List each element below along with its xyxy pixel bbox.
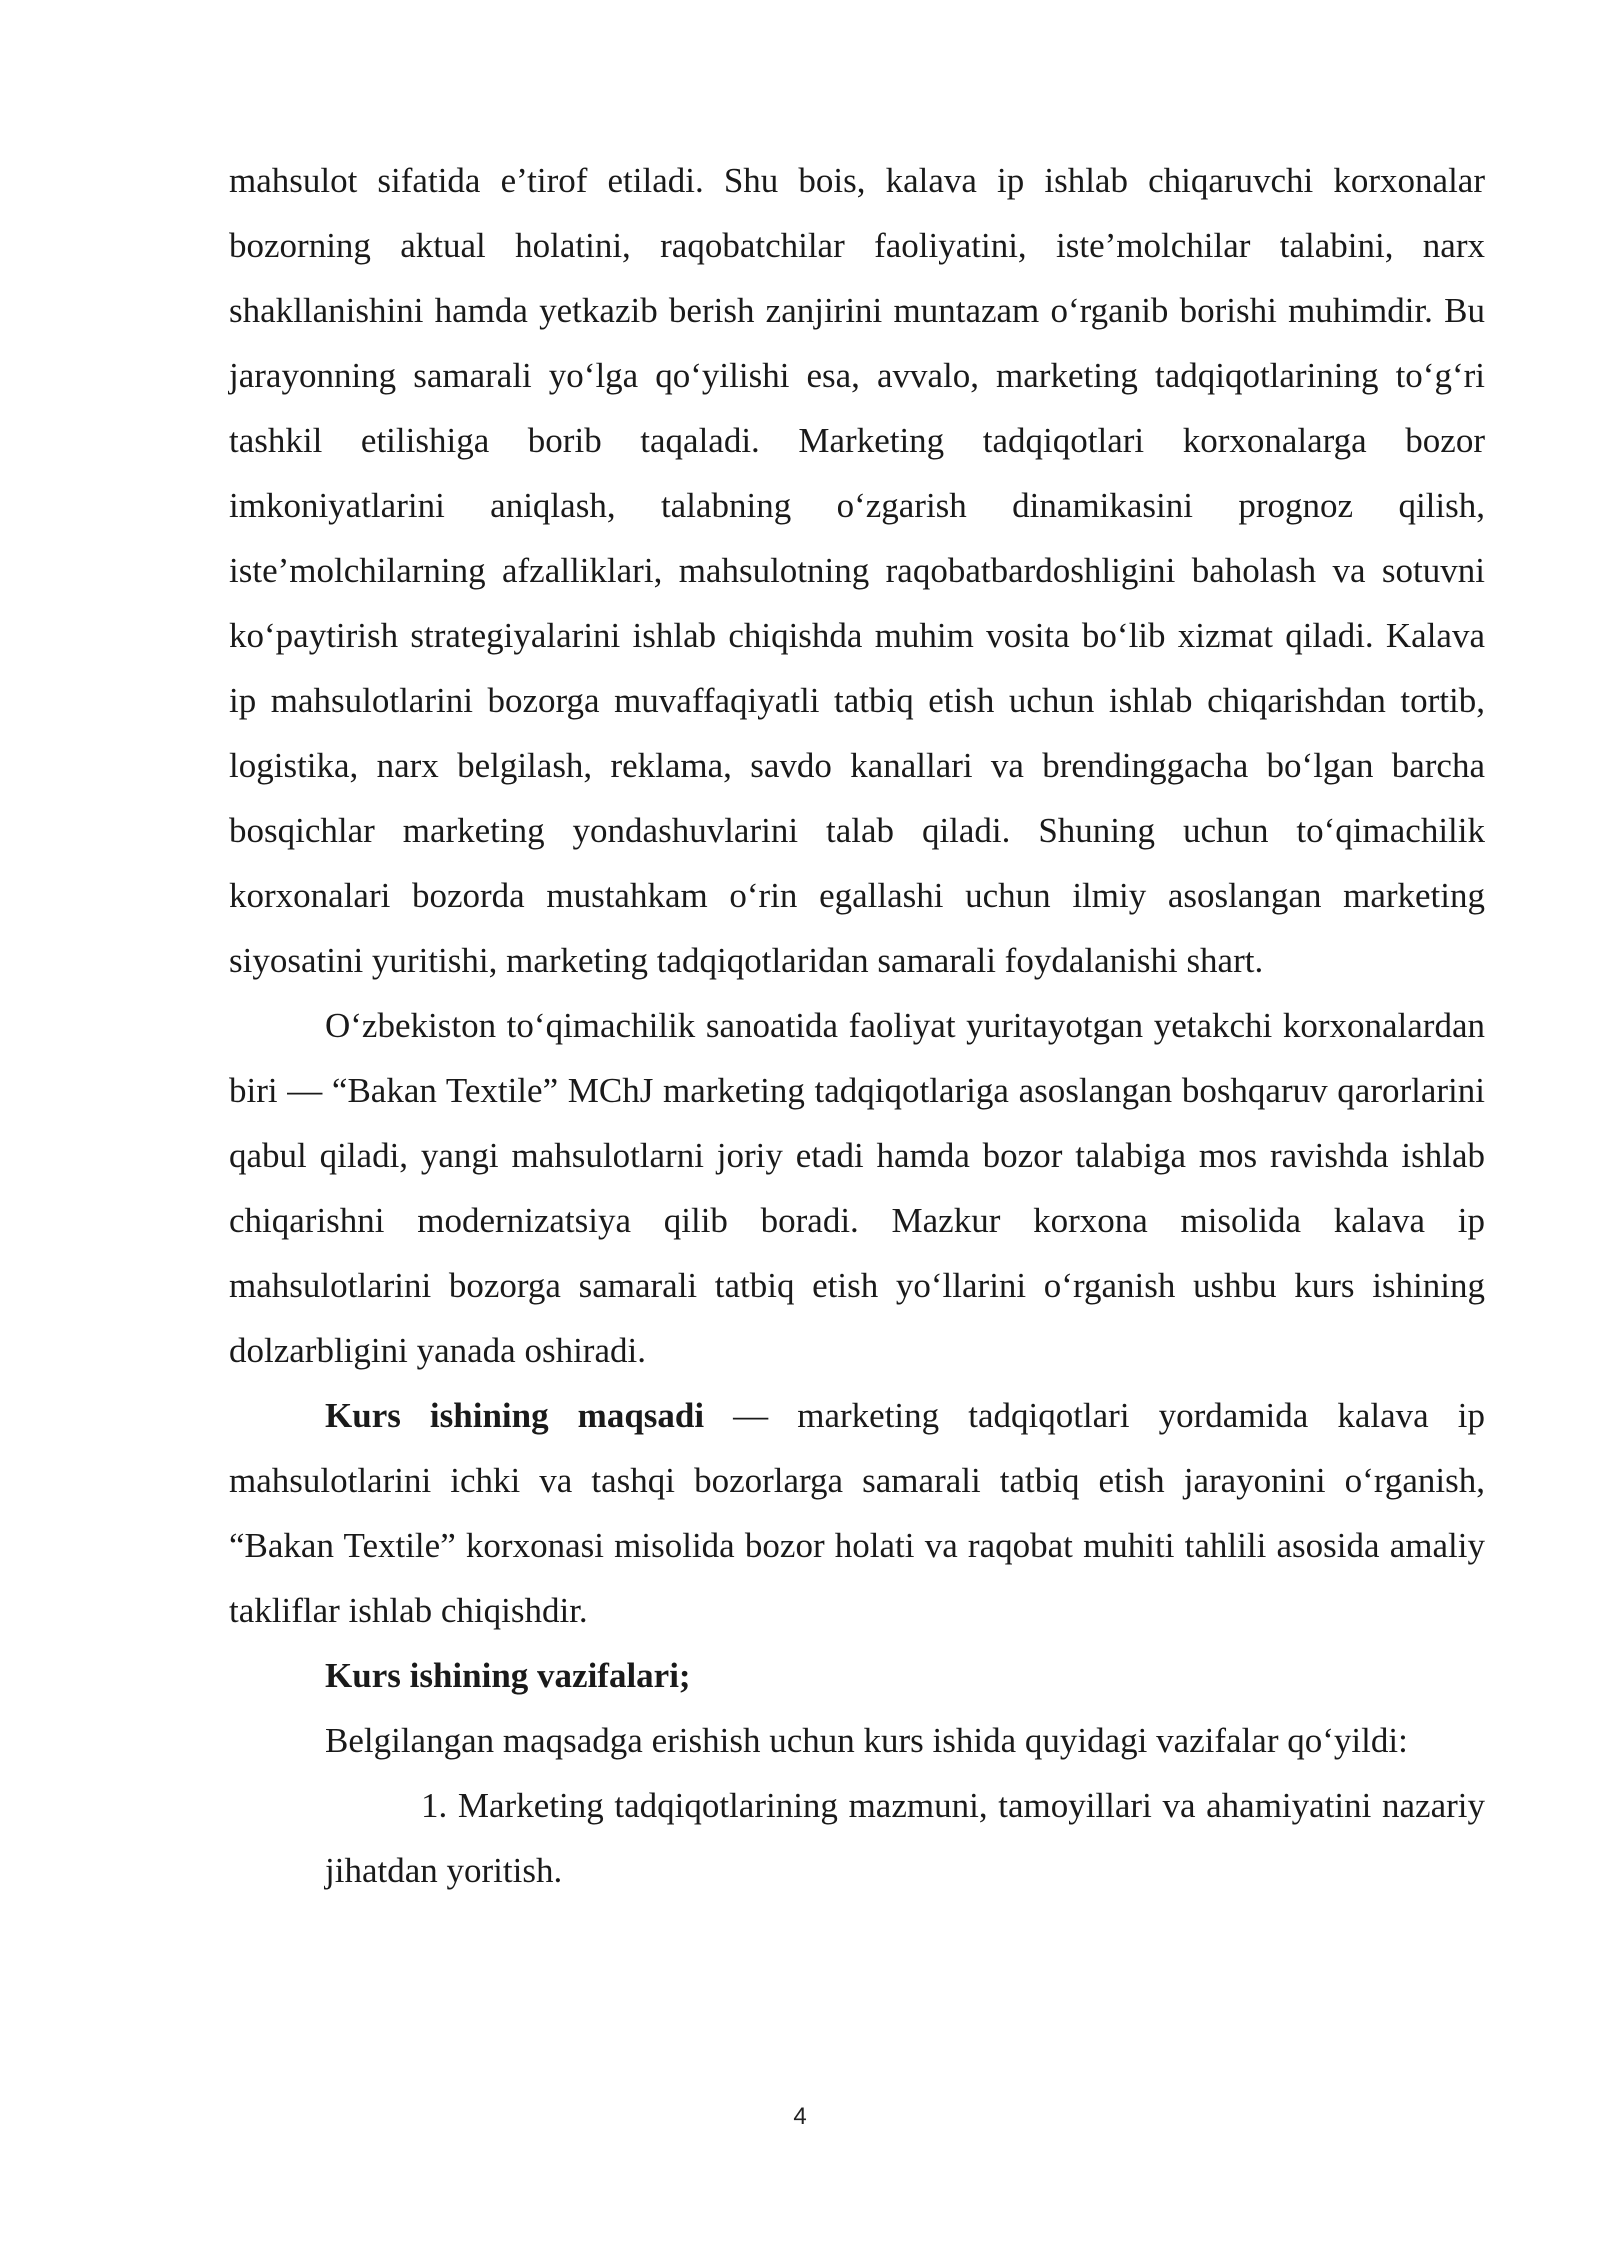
paragraph-tasks-intro: Belgilangan maqsadga erishish uchun kurs ishida quyidagi vazifalar qo‘yildi: <box>325 1721 1408 1760</box>
paragraph-intro: mahsulot sifatida e’tirof etiladi. Shu bois, kalava ip ishlab chiqaruvchi korxonalar bozorning aktual holatini, raqobatchilar faoliyatini, iste’molchilar talabini, narx shakllanishini hamda yetkazib berish zanjirini muntazam o‘rganib borishi muhimdir. Bu jarayonning samarali yo‘lga qo‘yilishi esa, avvalo, marketing tadqiqotlarining to‘g‘ri tashkil etilishiga borib taqaladi. Marketing tadqiqotlari korxonalarga bozor imkoniyatlarini aniqlash, talabning o‘zgarish dinamikasini prognoz qilish, iste’molchilarning afzalliklari, mahsulotning raqobatbardoshligini baholash va sotuvni ko‘paytirish strategiyalarini ishlab chiqishda muhim vosita bo‘lib xizmat qiladi. Kalava ip mahsulotlarini bozorga muvaffaqiyatli tatbiq etish uchun ishlab chiqarishdan tortib, logistika, narx belgilash, reklama, savdo kanallari va brendinggacha bo‘lgan barcha bosqichlar marketing yondashuvlarini talab qiladi. Shuning uchun to‘qimachilik korxonalari bozorda mustahkam o‘rin egallashi uchun ilmiy asoslangan marketing siyosatini yuritishi, marketing tadqiqotlaridan samarali foydalanishi shart. <box>229 161 1485 980</box>
body-text <box>229 148 1485 1903</box>
section-heading-tasks: Kurs ishining vazifalari; <box>325 1656 691 1695</box>
paragraph-company: O‘zbekiston to‘qimachilik sanoatida faoliyat yuritayotgan yetakchi korxonalardan biri — “Bakan Textile” MChJ marketing tadqiqotlariga asoslangan boshqaruv qarorlarini qabul qiladi, yangi mahsulotlarni joriy etadi hamda bozor talabiga mos ravishda ishlab chiqarishni modernizatsiya qilib boradi. Mazkur korxona misolida kalava ip mahsulotlarini bozorga samarali tatbiq etish yo‘llarini o‘rganish ushbu kurs ishining dolzarbligini yanada oshiradi. <box>229 1006 1485 1370</box>
goal-label: Kurs ishining maqsadi <box>325 1396 705 1435</box>
paragraph-goal <box>229 1383 1485 1643</box>
goal-text: — marketing tadqiqotlari yordamida kalava ip mahsulotlarini ichki va tashqi bozorlarga samarali tatbiq etish jarayonini o‘rganish, “Bakan Textile” korxonasi misolida bozor holati va raqobat muhiti tahlili asosida amaliy takliflar ishlab chiqishdir. <box>229 1396 1485 1630</box>
page-number: 4 <box>793 2103 807 2130</box>
list-item: 1. Marketing tadqiqotlarining mazmuni, tamoyillari va ahamiyatini nazariy jihatdan yoritish. <box>325 1786 1485 1890</box>
